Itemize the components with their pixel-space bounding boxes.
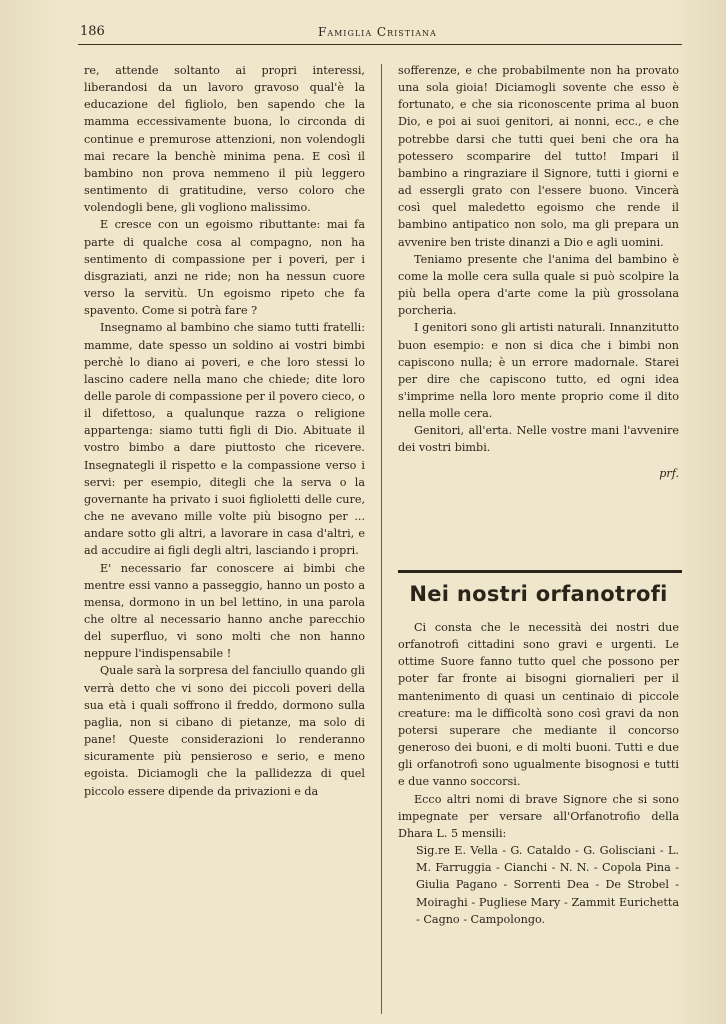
running-title: Famiglia Cristiana: [318, 25, 437, 39]
section-title: Nei nostri orfanotrofi: [409, 582, 668, 606]
paragraph: Quale sarà la sorpresa del fanciullo quando gli verrà detto che vi sono dei piccoli poveri della sua età i quali soffrono il freddo, dormono sulla paglia, non si cibano di pietanze, ma solo di pane! Queste considerazioni lo renderanno sicuramente più pensieroso e serio, e meno egoista. Diciamogli che la pallidezza di quel piccolo essere dipende da privazioni e da: [84, 664, 365, 798]
paragraph: Ecco altri nomi di brave Signore che si sono impegnate per versare all'Orfanotrofio della Dhara L. 5 mensili:: [398, 792, 679, 840]
paragraph: sofferenze, e che probabilmente non ha provato una sola gioia! Diciamogli soventе che esso è fortunato, e che sia riconoscente prima al buon Dio, e poi ai suoi genitori, ai nonni, ecc., e che potrebbe darsi che tutti quei beni che ora ha potessero scomparire del tutto! Impari il bambino a ringraziare il Signore, tutti i giorni e ad essergli grato con l'essere buono. Vincerà così quel maledetto egoismo che rende il bambino antipatico non solo, ma gli prepara un avvenire ben triste dinanzi a Dio e agli uomini.: [398, 64, 679, 249]
donor-names-list: Sig.re E. Vella - G. Cataldo - G. Golisciani - L. M. Farruggia - Cianchi - N. N. - Copola Pina - Giulia Pagano - Sorrenti Dea - De Strobel - Moiraghi - Pugliese Mary - Zammit Eurichetta - Cagno - Campolongo.: [416, 844, 679, 926]
section-rule: [398, 570, 682, 573]
left-column: [84, 62, 365, 800]
right-column-top: [398, 62, 679, 482]
paragraph: E cresce con un egoismo ributtante: mai fa parte di qualche cosa al compagno, non ha sentimento di compassione per i poveri, per i disgraziati, anzi ne ride; non ha nessun cuore verso la servitù. Un egoismo ripeto che fa spavento. Come si potrà fare ?: [84, 218, 365, 318]
page-header: [80, 24, 680, 46]
paragraph: Genitori, all'erta. Nelle vostre mani l'avvenire dei vostri bimbi.: [398, 424, 679, 455]
paragraph: Teniamo presente che l'anima del bambino è come la molle cera sulla quale si può scolpire la più bella opera d'arte come la più grossolana porcheria.: [398, 252, 679, 318]
right-column-article: [398, 619, 679, 928]
paragraph: re, attende soltanto ai propri interessi, liberandosi da un lavoro gravoso qual'è la educazione del figliolo, ben sapendo che la mamma eccessivamente buona, lo circonda di continue e premurose attenzioni, non volendogli mai recare la benchè minima pena. E così il bambino non prova nemmeno il più leggero sentimento di gratitudine, verso coloro che volendogli bene, gli vogliono malissimo.: [84, 64, 365, 215]
paragraph: E' necessario far conoscere ai bimbi che mentre essi vanno a passeggio, hanno un posto a mensa, dormono in un bel lettino, in una parola che oltre al necessario hanno anche parecchio del superfluo, vi sono molti che non hanno neppure l'indispensabile !: [84, 561, 365, 661]
paragraph: I genitori sono gli artisti naturali. Innanzitutto buon esempio: e non si dica che i bimbi non capiscono nulla; è un errore madornale. Starei per dire che capiscono tutto, ed ogni idea s'imprime nella loro mente proprio come il dito nella molle cera.: [398, 321, 679, 421]
column-divider: [381, 64, 382, 1014]
header-rule: [78, 44, 682, 45]
paragraph: Ci consta che le necessità dei nostri due orfanotrofi cittadini sono gravi e urgenti. Le ottime Suore fanno tutto quel che possono per poter far fronte ai bisogni giornalieri per il mantenimento di quasi un centinaio di piccole creature: ma le difficoltà sono così gravi da non potersi superare che mediante il concorso generoso dei buoni, e di molti buoni. Tutti e due gli orfanotrofi sono ugualmente bisognosi e tutti e due vanno soccorsi.: [398, 621, 679, 789]
page-number: 186: [80, 24, 105, 39]
paragraph: Insegnamo al bambino che siamo tutti fratelli: mamme, date spesso un soldino ai vostri bimbi perchè lo diano ai poveri, e che loro stessi lo lascino cadere nella mano che chiede; dite loro delle parole di compassione per il povero cieco, o il difettoso, a qualunque razza o religione appartenga: siamo tutti figli di Dio. Abituate il vostro bimbo a dare piuttosto che ricevere. Insegnategli il rispetto e la compassione verso i servi: per esempio, ditegli che la serva o la governante ha privato i suoi figlioletti delle cure, che ne avevano mille volte più bisogno per ... andare sotto gli altri, a lavorare in casa d'altri, e ad accudire ai figli degli altri, lasciando i propri.: [84, 321, 365, 558]
author-signature: prf.: [659, 466, 679, 480]
